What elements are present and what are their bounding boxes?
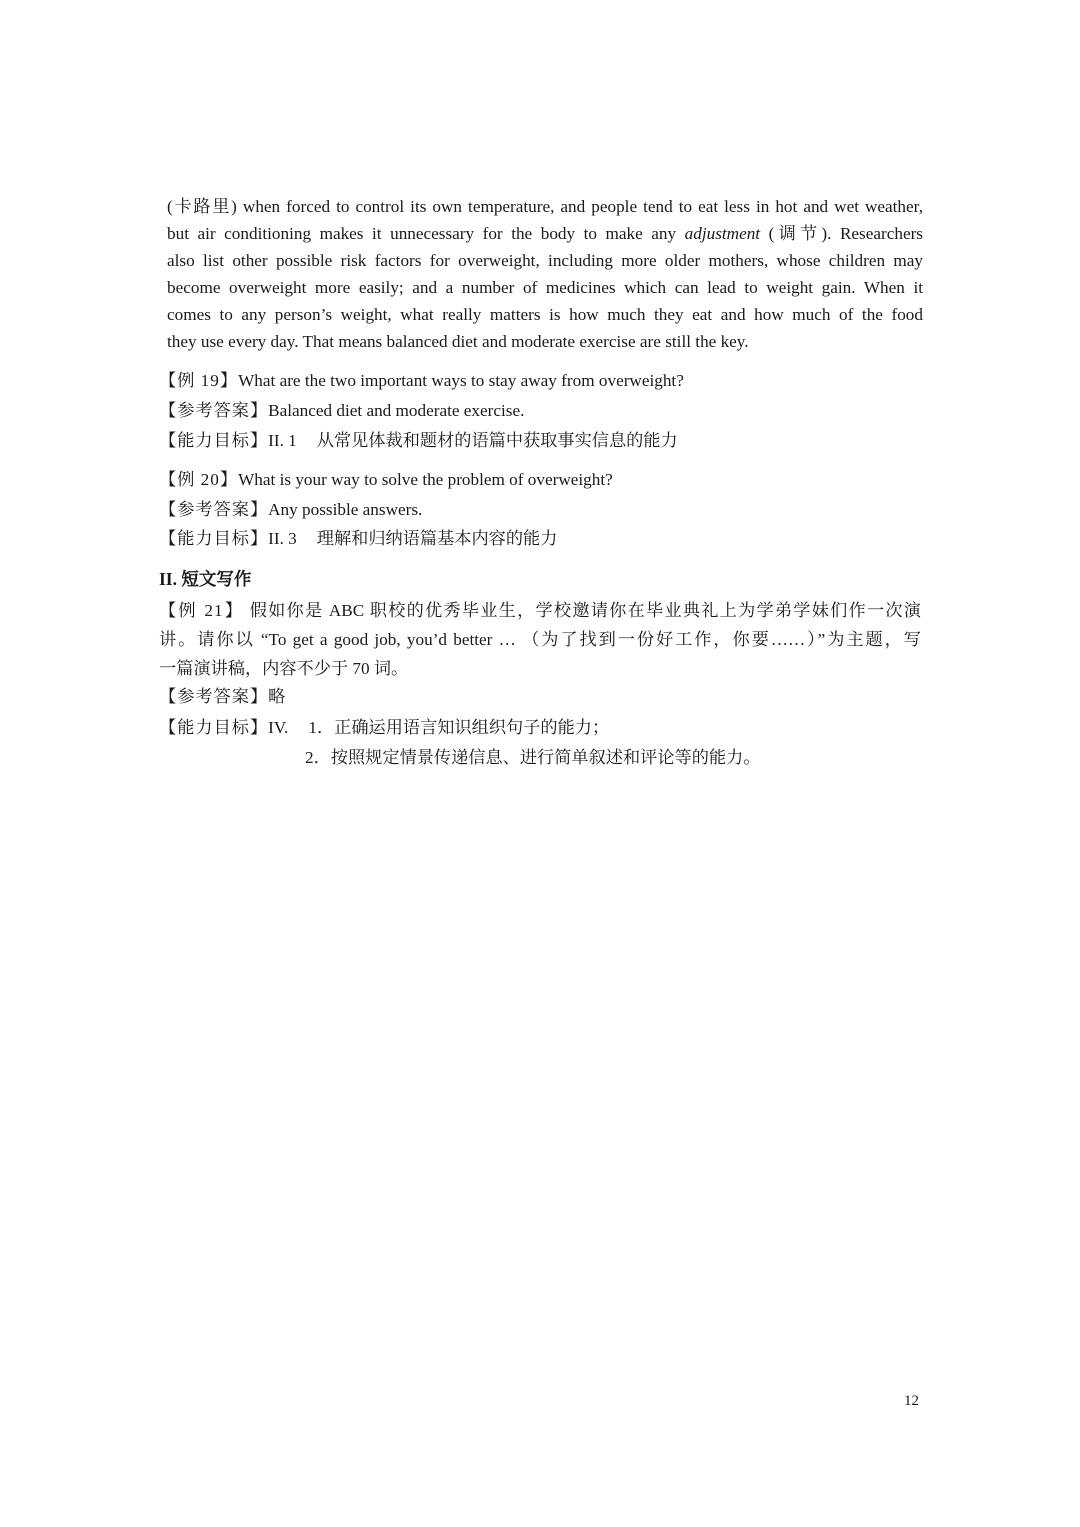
passage-text: (调节). Researchers: [760, 223, 923, 243]
question-text: What are the two important ways to stay away from overweight?: [238, 371, 684, 390]
example-tag: 【例 19】: [159, 371, 239, 390]
passage-line: (卡路里) when forced to control its own temperature, and people tend to eat less in hot and wet weather,: [167, 197, 923, 216]
example-tag: 【例 20】: [159, 470, 239, 489]
goal-item: 2．按照规定情景传递信息、进行简单叙述和评论等的能力。: [305, 748, 761, 767]
example-21-prompt: [159, 596, 921, 683]
example-20-goal: [159, 528, 557, 550]
prompt-text: 假如你是 ABC 职校的优秀毕业生，学校邀请你在毕业典礼上为学弟学妹们作一次演: [244, 601, 921, 620]
prompt-line: 讲。请你以 “To get a good job, you’d better … （为了找到一份好工作，你要……）”为主题，写: [159, 630, 921, 649]
answer-text: 略: [268, 687, 286, 706]
passage-line: become overweight more easily; and a number of medicines which can lead to weight gain. When it: [167, 277, 923, 297]
passage-line: [167, 221, 923, 248]
goal-text: 理解和归纳语篇基本内容的能力: [316, 529, 558, 548]
goal-tag: 【能力目标】: [159, 431, 269, 450]
example-20-answer: [159, 499, 422, 521]
goal-code: II. 3: [268, 529, 297, 548]
passage-line: also list other possible risk factors for overweight, including more older mothers, whose children may: [167, 250, 923, 270]
goal-code: II. 1: [268, 431, 297, 450]
answer-tag: 【参考答案】: [159, 401, 269, 420]
reading-passage: [167, 194, 923, 355]
passage-line: comes to any person’s weight, what really matters is how much they eat and how much of the food: [167, 304, 923, 324]
example-20-question: [159, 469, 613, 491]
goal-text: 从常见体裁和题材的语篇中获取事实信息的能力: [316, 431, 678, 450]
passage-line: they use every day. That means balanced diet and moderate exercise are still the key.: [167, 331, 749, 351]
passage-text: but air conditioning makes it unnecessary for the body to make any: [167, 223, 685, 243]
answer-text: Balanced diet and moderate exercise.: [268, 401, 525, 420]
example-19-question: [159, 370, 684, 392]
page-number: 12: [904, 1393, 919, 1409]
example-19-goal: [159, 430, 678, 452]
example-21-goal: [159, 717, 609, 739]
example-21-answer: [159, 686, 285, 708]
goal-item: 1．正确运用语言知识组织句子的能力；: [308, 718, 610, 737]
answer-tag: 【参考答案】: [159, 500, 269, 519]
answer-tag: 【参考答案】: [159, 687, 269, 706]
example-21-goal-2: [305, 747, 760, 769]
goal-code: IV.: [268, 718, 289, 737]
prompt-line: 一篇演讲稿，内容不少于 70 词。: [159, 659, 409, 678]
italic-term: adjustment: [684, 223, 761, 243]
prompt-line: [159, 596, 921, 625]
question-text: What is your way to solve the problem of overweight?: [238, 470, 613, 489]
goal-tag: 【能力目标】: [159, 529, 269, 548]
example-tag: 【例 21】: [159, 601, 245, 620]
example-19-answer: [159, 400, 524, 422]
answer-text: Any possible answers.: [268, 500, 423, 519]
goal-tag: 【能力目标】: [159, 718, 269, 737]
section-heading: II. 短文写作: [159, 569, 252, 589]
